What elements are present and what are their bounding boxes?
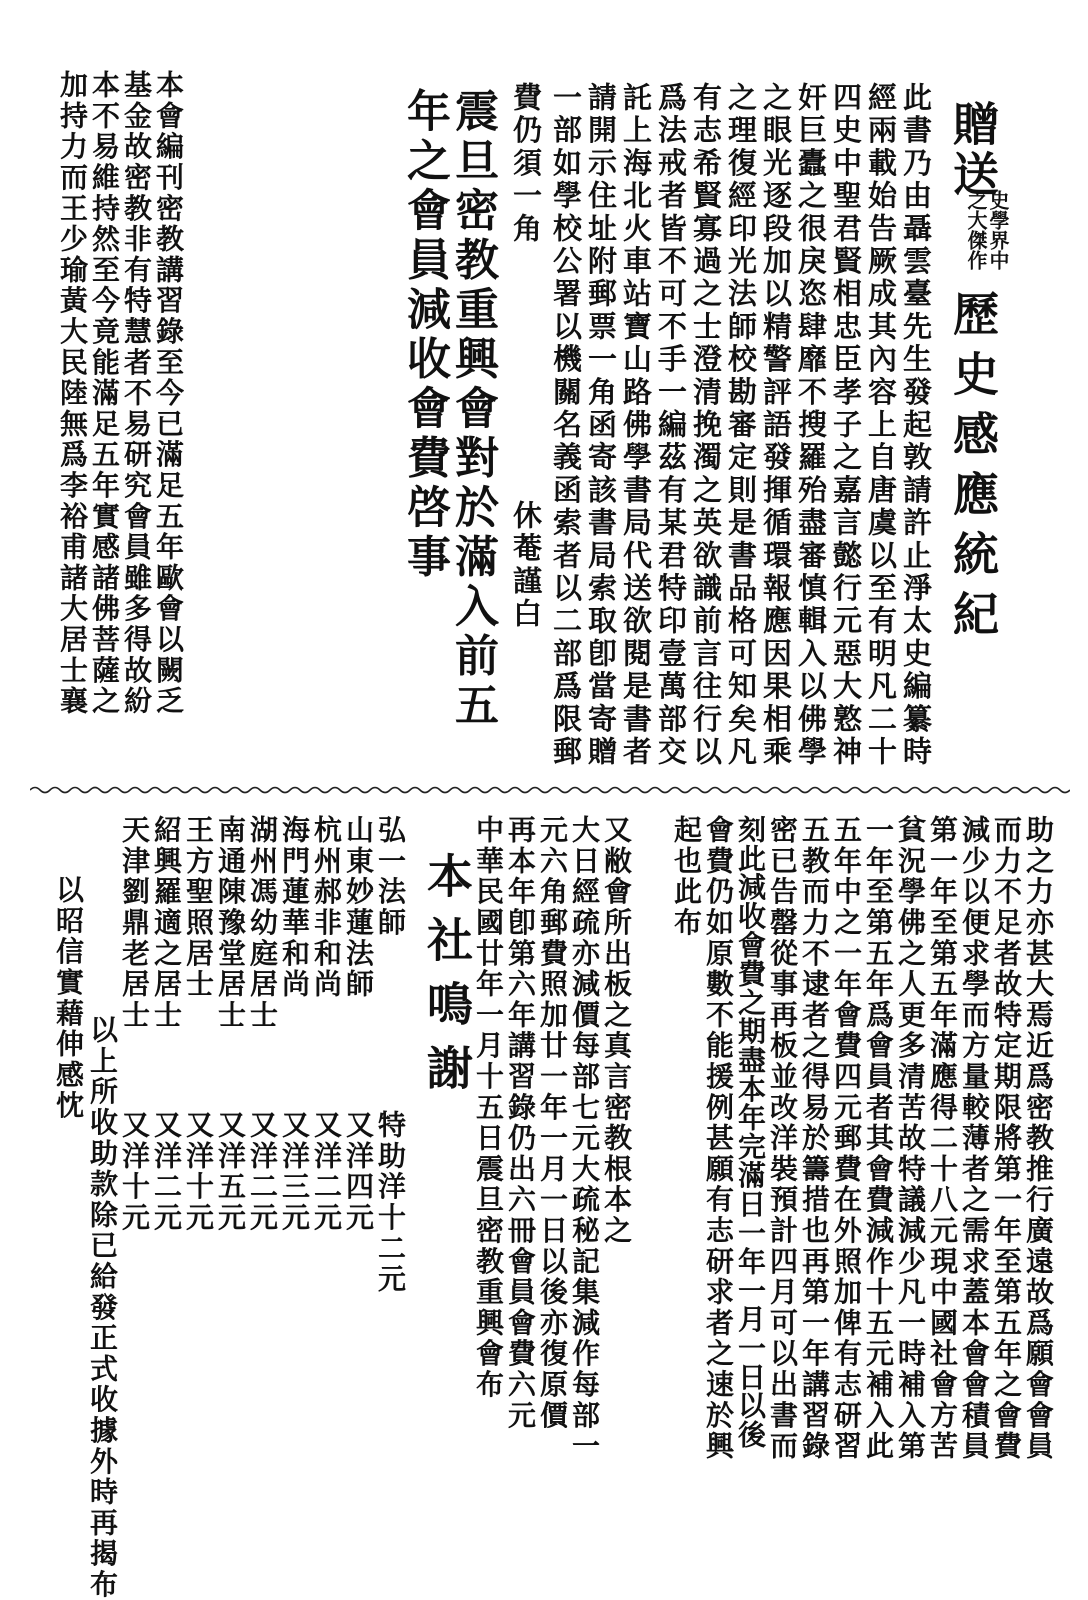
donor-amount: 特助洋十二元	[374, 1110, 407, 1295]
notice-cont-col: 減少以便求學而方量較薄者之需求蓋本會會積員	[958, 815, 991, 1462]
book-ad-col: 爲法戒者皆不可不手一編茲有某君特印壹萬部交	[654, 82, 688, 769]
donor-amount: 又洋四元	[342, 1110, 375, 1234]
book-ad-col: 託上海北火車站寶山路佛學書局代送欲閱是書者	[619, 82, 653, 769]
notice-col: 加持力而王少瑜黃大民陸無爲李裕甫諸大居士襄	[56, 70, 89, 717]
donor-amount: 又洋十元	[118, 1110, 151, 1234]
donor-amount: 又洋二元	[246, 1110, 279, 1234]
book-ad-col: 請開示住址附郵票一角函寄該書局索取卽當寄贈	[584, 82, 618, 769]
donor-amount: 又洋五元	[214, 1110, 247, 1234]
book-ad-col: 之理復經印光法師校勘審定則是書品格可知矣凡	[724, 82, 758, 769]
notice-cont-col: 密已告罄從事再板並改洋裝預計四月可以出書而	[766, 815, 799, 1462]
donor-name: 弘一法師	[374, 815, 407, 939]
notice-col: 本會編刊密教講習錄至今已滿足五年歐會以闕乏	[152, 70, 185, 717]
donor-name: 山東妙蓮法師	[342, 815, 375, 1000]
section-divider	[30, 783, 1070, 797]
donor-name: 天津劉鼎老居士	[118, 815, 151, 1031]
notice-cont-col: 助之力亦甚大焉近爲密教推行廣遠故爲願會會員	[1022, 815, 1055, 1462]
notice-col: 本不易維持然至今竟能滿足五年實感諸佛菩薩之	[88, 70, 121, 717]
book-ad-col: 一部如學校公署以機關名義函索者以二部爲限郵	[549, 82, 583, 769]
thanks-closing: 以昭信實藉伸感忱	[52, 875, 85, 1122]
book-ad-col: 經兩載始告厥成其內容上自唐虞以至有明凡二十	[864, 82, 898, 769]
regulation-col: 中華民國廿年一月十五日震旦密教重興會布	[472, 815, 505, 1401]
book-ad-sublabel-2: 之大傑作	[964, 190, 988, 270]
donor-name: 南通陳豫堂居士	[214, 815, 247, 1031]
book-ad-sublabel-1: 史學界中	[986, 190, 1010, 270]
book-ad-signature: 休菴謹白	[509, 500, 543, 631]
notice-col: 基金故密教非有特慧者不易研究會員雖多得故紛	[120, 70, 153, 717]
notice-cont-col: 一年至第五年爲會員者其會費減作十五元補入此	[862, 815, 895, 1462]
regulation-col: 再本年卽第六年講習錄仍出六冊會員會費六元	[504, 815, 537, 1431]
book-ad-col: 四史中聖君賢相忠臣孝子之嘉言懿行元惡大憝神	[829, 82, 863, 769]
donor-amount: 又洋十元	[182, 1110, 215, 1234]
notice-cont-col: 五教而力不逮者之得易於籌措也再第一年講習錄	[798, 815, 831, 1462]
book-ad-col: 奸巨蠹之很戾恣肆靡不搜羅殆盡審慎輯入以佛學	[794, 82, 828, 769]
notice-title-line-2: 年之會員減收會費啓事	[399, 88, 450, 583]
book-ad-col: 有志希賢寡過之士澄清挽濁之英欲識前言往行以	[689, 82, 723, 769]
book-ad-col: 此書乃由聶雲臺先生發起敦請許止淨太史編纂時	[899, 82, 933, 769]
notice-cont-col: 起也此布	[670, 815, 703, 939]
donor-name: 海門蓮華和尚	[278, 815, 311, 1000]
book-ad-col: 費仍須一角	[509, 82, 543, 246]
donor-amount: 又洋二元	[310, 1110, 343, 1234]
thanks-title: 本社鳴謝	[420, 852, 474, 1108]
book-ad-title: 歷史感應統紀	[946, 290, 1000, 650]
notice-cont-col: 刻此減收會費之期盡本年完滿日一年一月一日以後	[734, 815, 767, 1449]
book-ad-prefix: 贈送	[946, 100, 1000, 200]
notice-cont-col: 會費仍如原數不能援例甚願有志研求者之速於興	[702, 815, 735, 1462]
donor-amount: 又洋二元	[150, 1110, 183, 1234]
notice-cont-col: 而力不足者故特定期限將第一年至第五年之會費	[990, 815, 1023, 1462]
donor-name: 湖州馮幼庭居士	[246, 815, 279, 1031]
donor-name: 紹興羅適之居士	[150, 815, 183, 1031]
book-ad-col: 之眼光逐段加以精警評語發揮循環報應因果相乘	[759, 82, 793, 769]
regulation-col: 大日經疏亦減價每部七元大疏秘記集減作每部一	[568, 815, 601, 1462]
regulation-col: 元六角郵費照加廿一年一月一日以後亦復原價	[536, 815, 569, 1431]
thanks-closing: 以上所收助款除已給發正式收據外時再揭布	[86, 1015, 119, 1600]
donor-name: 杭州郝非和尚	[310, 815, 343, 1000]
notice-cont-col: 五年中之一年會費四元郵費在外照加俾有志研習	[830, 815, 863, 1462]
notice-cont-col: 貧況學佛之人更多清苦故特議減少凡一時補入第	[894, 815, 927, 1462]
regulation-col: 又敝會所出板之真言密教根本之	[600, 815, 633, 1247]
donor-name: 王方聖照居士	[182, 815, 215, 1000]
donor-amount: 又洋三元	[278, 1110, 311, 1234]
notice-title-line-1: 震旦密教重興會對於滿入前五	[447, 88, 498, 732]
notice-cont-col: 第一年至第五年滿應得二十八元現中國社會方苦	[926, 815, 959, 1462]
